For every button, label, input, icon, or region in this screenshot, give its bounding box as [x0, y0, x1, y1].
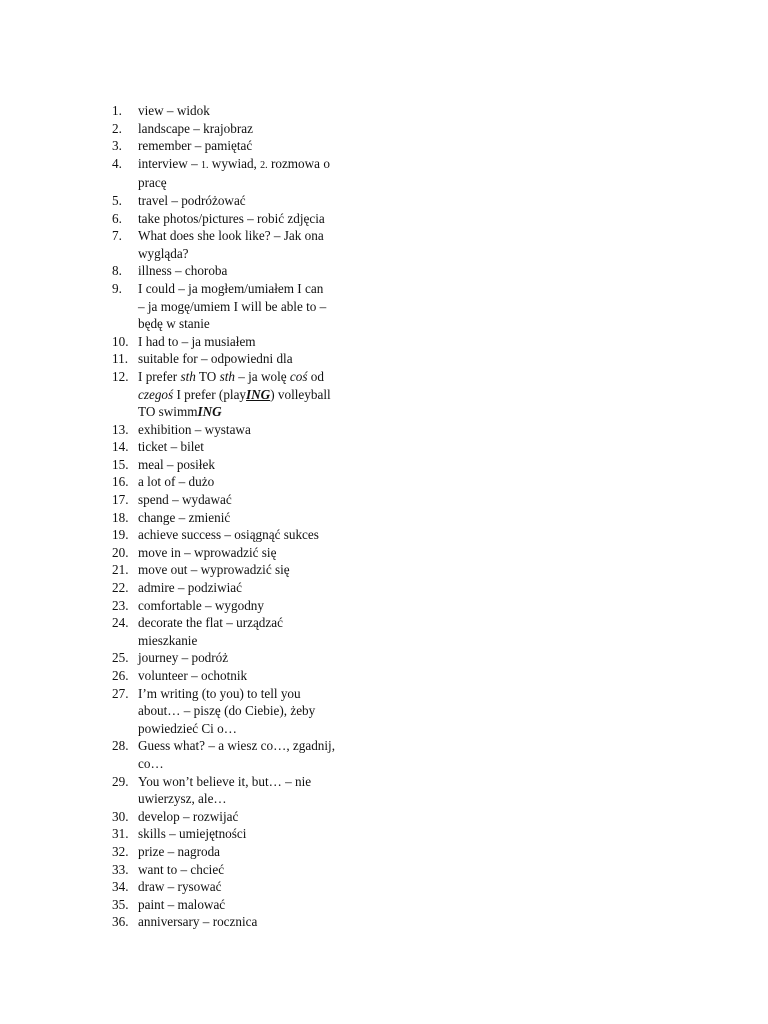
item-number: 32.: [112, 843, 129, 859]
item-text-line: [138, 438, 372, 456]
item-number: 35.: [112, 896, 129, 912]
text-segment: ING: [197, 404, 222, 420]
item-text-line: [138, 843, 372, 861]
list-item: [112, 614, 372, 649]
item-text-line: [138, 315, 372, 333]
item-number: 30.: [112, 808, 129, 824]
item-number: 15.: [112, 456, 129, 472]
list-item: [112, 843, 372, 861]
vocabulary-list: [112, 102, 372, 931]
item-text-line: [138, 262, 372, 280]
item-text-line: [138, 155, 372, 175]
text-segment: co…: [138, 755, 164, 771]
list-item: [112, 579, 372, 597]
text-segment: draw – rysować: [138, 879, 222, 895]
text-segment: meal – posiłek: [138, 456, 215, 472]
list-item: [112, 210, 372, 228]
item-number: 6.: [112, 210, 122, 226]
list-item: [112, 192, 372, 210]
item-text-line: [138, 333, 372, 351]
list-item: [112, 350, 372, 368]
item-number: 4.: [112, 155, 122, 171]
item-number: 12.: [112, 368, 129, 384]
text-segment: I prefer: [138, 368, 181, 384]
item-number: 10.: [112, 333, 129, 349]
text-segment: czegoś: [138, 386, 174, 402]
list-item: [112, 333, 372, 351]
list-item: [112, 473, 372, 491]
item-text-line: [138, 509, 372, 527]
text-segment: mieszkanie: [138, 632, 198, 648]
text-segment: want to – chcieć: [138, 861, 225, 877]
list-item: [112, 438, 372, 456]
list-item: [112, 491, 372, 509]
item-text-line: [138, 720, 372, 738]
text-segment: – ja wolę: [234, 368, 290, 384]
item-text-line: [138, 737, 372, 755]
list-item: [112, 421, 372, 439]
list-item: [112, 597, 372, 615]
item-number: 24.: [112, 615, 129, 631]
text-segment: illness – choroba: [138, 263, 228, 279]
item-text-line: [138, 350, 372, 368]
text-segment: journey – podróż: [138, 650, 229, 666]
text-segment: I’m writing (to you) to tell you: [138, 685, 301, 701]
item-text-line: [138, 245, 372, 263]
item-text-line: [138, 755, 372, 773]
text-segment: paint – malować: [138, 896, 226, 912]
text-segment: I had to – ja musiałem: [138, 333, 256, 349]
text-segment: będę w stanie: [138, 316, 210, 332]
list-item: [112, 667, 372, 685]
item-number: 17.: [112, 492, 129, 508]
text-segment: admire – podziwiać: [138, 580, 242, 596]
text-segment: od: [307, 368, 324, 384]
text-segment: about… – piszę (do Ciebie), żeby: [138, 703, 316, 719]
item-text-line: [138, 174, 372, 192]
list-item: [112, 526, 372, 544]
text-segment: sth: [180, 368, 196, 384]
item-number: 26.: [112, 668, 129, 683]
item-number: 23.: [112, 597, 129, 613]
item-text-line: [138, 456, 372, 474]
text-segment: take photos/pictures – robić zdjęcia: [138, 210, 325, 226]
list-item: [112, 102, 372, 120]
item-text-line: [138, 790, 372, 808]
text-segment: volunteer – ochotnik: [138, 668, 248, 683]
list-item: [112, 227, 372, 262]
item-text-line: [138, 386, 372, 404]
list-item: [112, 509, 372, 527]
text-segment: coś: [289, 368, 308, 384]
text-segment: I could – ja mogłem/umiałem I can: [138, 280, 324, 296]
text-segment: a lot of – dużo: [138, 474, 215, 490]
text-segment: wygląda?: [138, 245, 189, 261]
item-text-line: [138, 913, 372, 931]
item-number: 20.: [112, 544, 129, 560]
text-segment: I prefer (play: [173, 386, 247, 402]
item-text-line: [138, 102, 372, 120]
text-segment: prize – nagroda: [138, 843, 221, 859]
text-segment: powiedzieć Ci o…: [138, 720, 237, 736]
text-segment: rozmowa o: [267, 155, 330, 171]
item-text-line: [138, 280, 372, 298]
item-number: 33.: [112, 861, 129, 877]
list-item: [112, 878, 372, 896]
item-text-line: [138, 210, 372, 228]
list-item: [112, 280, 372, 333]
item-text-line: [138, 192, 372, 210]
item-text-line: [138, 491, 372, 509]
text-segment: TO: [195, 368, 220, 384]
text-segment: – ja mogę/umiem I will be able to –: [138, 298, 327, 314]
list-item: [112, 262, 372, 280]
item-text-line: [138, 614, 372, 632]
text-segment: move in – wprowadzić się: [138, 544, 277, 560]
item-text-line: [138, 667, 372, 685]
item-text-line: [138, 773, 372, 791]
item-number: 21.: [112, 562, 129, 578]
text-segment: You won’t believe it, but… – nie: [138, 773, 312, 789]
item-number: 14.: [112, 439, 129, 455]
item-number: 19.: [112, 527, 129, 543]
text-segment: view – widok: [138, 103, 210, 118]
item-number: 22.: [112, 580, 129, 596]
text-segment: ticket – bilet: [138, 439, 204, 455]
text-segment: achieve success – osiągnąć sukces: [138, 527, 319, 543]
list-item: [112, 896, 372, 914]
text-segment: landscape – krajobraz: [138, 120, 253, 136]
item-text-line: [138, 632, 372, 650]
text-segment: spend – wydawać: [138, 492, 232, 508]
item-text-line: [138, 597, 372, 615]
text-segment: change – zmienić: [138, 509, 231, 525]
item-number: 2.: [112, 120, 122, 136]
text-segment: TO swimm: [138, 404, 198, 420]
item-text-line: [138, 561, 372, 579]
item-text-line: [138, 368, 372, 386]
item-text-line: [138, 579, 372, 597]
text-segment: What does she look like? – Jak ona: [138, 228, 324, 244]
item-number: 3.: [112, 138, 122, 154]
text-segment: 2.: [260, 159, 268, 171]
item-text-line: [138, 878, 372, 896]
item-number: 25.: [112, 650, 129, 666]
item-number: 8.: [112, 263, 122, 279]
list-item: [112, 825, 372, 843]
item-number: 36.: [112, 914, 129, 930]
text-segment: ING: [246, 386, 271, 402]
text-segment: travel – podróżować: [138, 192, 246, 208]
text-segment: interview –: [138, 155, 201, 171]
item-number: 13.: [112, 421, 129, 437]
item-text-line: [138, 526, 372, 544]
list-item: [112, 137, 372, 155]
text-segment: remember – pamiętać: [138, 138, 253, 154]
item-text-line: [138, 137, 372, 155]
item-number: 9.: [112, 280, 122, 296]
list-item: [112, 649, 372, 667]
text-segment: comfortable – wygodny: [138, 597, 264, 613]
item-text-line: [138, 861, 372, 879]
text-segment: wywiad,: [208, 155, 261, 171]
list-item: [112, 456, 372, 474]
item-text-line: [138, 544, 372, 562]
item-text-line: [138, 808, 372, 826]
list-item: [112, 737, 372, 772]
text-segment: decorate the flat – urządzać: [138, 615, 283, 631]
list-item: [112, 808, 372, 826]
item-number: 34.: [112, 879, 129, 895]
text-segment: ) volleyball: [270, 386, 331, 402]
list-item: [112, 685, 372, 738]
item-number: 28.: [112, 738, 129, 754]
text-segment: pracę: [138, 175, 167, 191]
item-number: 18.: [112, 509, 129, 525]
list-item: [112, 913, 372, 931]
item-text-line: [138, 227, 372, 245]
list-item: [112, 368, 372, 421]
item-text-line: [138, 421, 372, 439]
text-segment: Guess what? – a wiesz co…, zgadnij,: [138, 738, 336, 754]
item-text-line: [138, 403, 372, 421]
item-number: 31.: [112, 826, 129, 842]
list-item: [112, 120, 372, 138]
item-text-line: [138, 825, 372, 843]
list-item: [112, 544, 372, 562]
text-segment: suitable for – odpowiedni dla: [138, 351, 293, 367]
list-item: [112, 861, 372, 879]
text-segment: move out – wyprowadzić się: [138, 562, 290, 578]
text-segment: sth: [219, 368, 235, 384]
text-segment: 1.: [201, 159, 209, 171]
item-number: 5.: [112, 192, 122, 208]
item-number: 1.: [112, 103, 122, 118]
text-segment: skills – umiejętności: [138, 826, 247, 842]
item-text-line: [138, 702, 372, 720]
item-number: 27.: [112, 685, 129, 701]
list-item: [112, 155, 372, 192]
item-text-line: [138, 298, 372, 316]
text-segment: develop – rozwijać: [138, 808, 239, 824]
list-item: [112, 773, 372, 808]
item-number: 16.: [112, 474, 129, 490]
item-number: 11.: [112, 351, 128, 367]
text-segment: uwierzysz, ale…: [138, 791, 227, 807]
text-segment: anniversary – rocznica: [138, 914, 258, 930]
item-number: 7.: [112, 228, 122, 244]
item-text-line: [138, 649, 372, 667]
item-text-line: [138, 896, 372, 914]
list-item: [112, 561, 372, 579]
item-text-line: [138, 473, 372, 491]
text-segment: exhibition – wystawa: [138, 421, 251, 437]
item-number: 29.: [112, 773, 129, 789]
item-text-line: [138, 120, 372, 138]
item-text-line: [138, 685, 372, 703]
